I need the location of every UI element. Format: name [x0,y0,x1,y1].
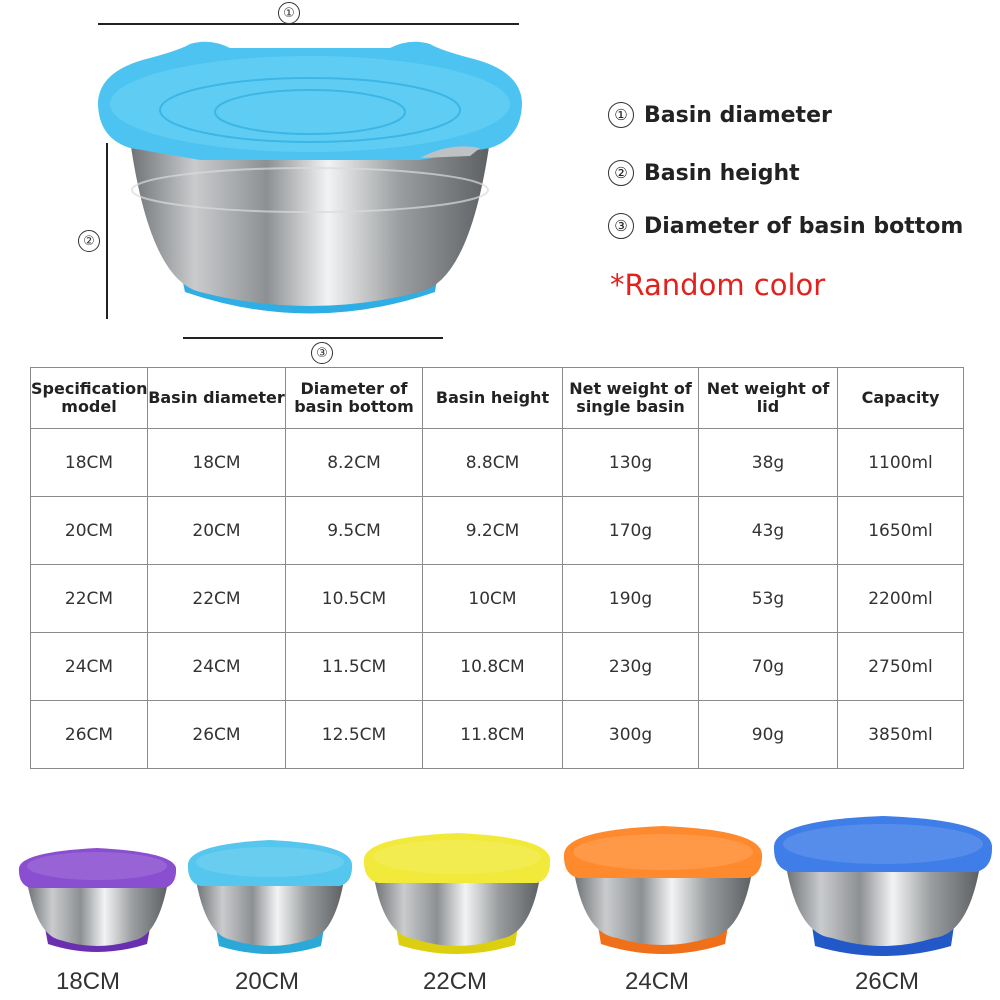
cell: 20CM [31,497,148,565]
cell: 2200ml [838,565,964,633]
random-color-note: *Random color [610,268,826,302]
cell: 230g [563,633,699,701]
cell: 170g [563,497,699,565]
cell: 22CM [148,565,286,633]
marker-1-icon: ① [608,102,634,128]
dimension-line-diameter [98,23,519,25]
legend-label: Basin diameter [644,102,832,128]
dimension-marker-diameter: ① [278,2,300,24]
legend-label: Diameter of basin bottom [644,213,964,239]
bowl-size-label: 24CM [625,968,690,995]
cell: 10CM [423,565,563,633]
cell: 1100ml [838,429,964,497]
cell: 10.5CM [286,565,423,633]
header-spec-model: Specification model [31,368,148,429]
bowl-size-label: 20CM [235,968,300,995]
header-bottom-diameter: Diameter of basin bottom [286,368,423,429]
bowl-18cm-image [15,840,180,955]
table-row [31,429,964,497]
cell: 20CM [148,497,286,565]
cell: 12.5CM [286,701,423,769]
cell: 22CM [31,565,148,633]
table-row [31,701,964,769]
header-capacity: Capacity [838,368,964,429]
legend-label: Basin height [644,160,800,186]
cell: 90g [699,701,838,769]
bowl-24cm-image [560,820,766,958]
header-basin-diameter: Basin diameter [148,368,286,429]
cell: 24CM [31,633,148,701]
hero-bowl-image [90,30,530,330]
table-row [31,633,964,701]
bowl-size-label: 26CM [855,968,920,995]
table-header-row [31,368,964,429]
cell: 190g [563,565,699,633]
cell: 300g [563,701,699,769]
legend-item-height [608,160,800,186]
specification-table [30,367,964,769]
marker-3-icon: ③ [608,213,634,239]
header-basin-weight: Net weight of single basin [563,368,699,429]
cell: 18CM [31,429,148,497]
cell: 53g [699,565,838,633]
table-row [31,497,964,565]
legend-item-bottom-diameter [608,213,963,239]
dimension-line-bottom [183,337,443,339]
cell: 26CM [31,701,148,769]
cell: 9.2CM [423,497,563,565]
cell: 18CM [148,429,286,497]
table-row [31,565,964,633]
cell: 8.2CM [286,429,423,497]
cell: 70g [699,633,838,701]
cell: 8.8CM [423,429,563,497]
marker-2-icon: ② [608,160,634,186]
cell: 10.8CM [423,633,563,701]
header-lid-weight: Net weight of lid [699,368,838,429]
bowl-20cm-image [184,834,356,956]
cell: 24CM [148,633,286,701]
bowl-size-label: 22CM [423,968,488,995]
legend-item-diameter [608,102,832,128]
bowl-26cm-image [770,810,996,960]
cell: 11.8CM [423,701,563,769]
cell: 1650ml [838,497,964,565]
dimension-marker-height: ② [78,230,100,252]
cell: 26CM [148,701,286,769]
cell: 43g [699,497,838,565]
cell: 9.5CM [286,497,423,565]
bowl-22cm-image [360,827,555,957]
cell: 2750ml [838,633,964,701]
cell: 3850ml [838,701,964,769]
bowl-size-label: 18CM [56,968,121,995]
cell: 130g [563,429,699,497]
header-basin-height: Basin height [423,368,563,429]
dimension-marker-bottom: ③ [311,342,333,364]
cell: 38g [699,429,838,497]
cell: 11.5CM [286,633,423,701]
